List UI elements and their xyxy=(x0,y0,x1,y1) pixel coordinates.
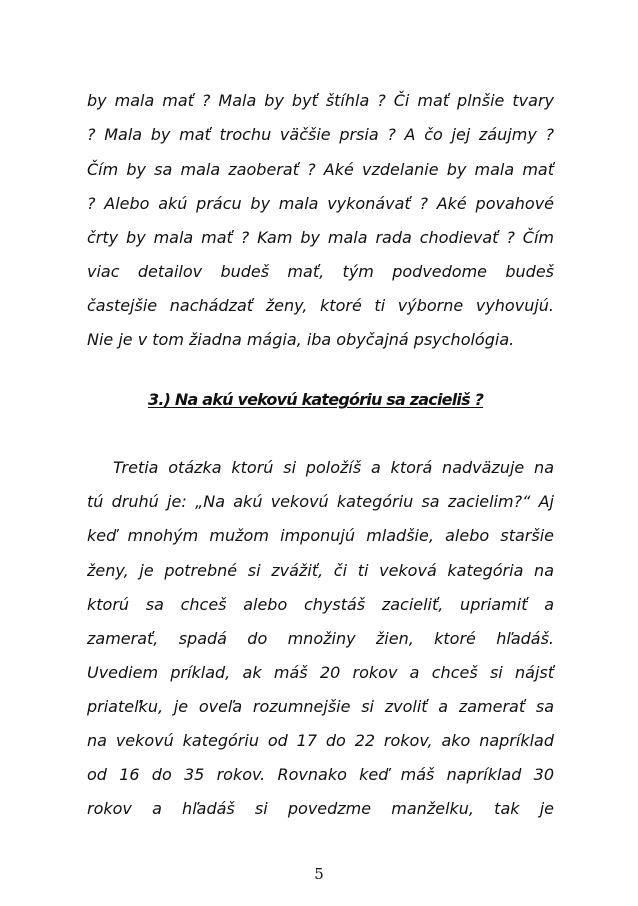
paragraph-1-line: ? Alebo akú prácu by mala vykonávať ? Aké povahové xyxy=(87,194,554,213)
paragraph-2-line: ženy, je potrebné si zvážiť, či ti veková kategória na xyxy=(87,561,554,580)
paragraph-1-line: viac detailov budeš mať, tým podvedome budeš xyxy=(87,262,554,281)
paragraph-2-line: tú druhú je: „Na akú vekovú kategóriu sa zacielim?“ Aj xyxy=(87,492,554,511)
section-heading: 3.) Na akú vekovú kategóriu sa zacieliš ? xyxy=(148,390,484,409)
paragraph-2-line: rokov a hľadáš si povedzme manželku, tak je xyxy=(87,799,554,818)
paragraph-2-line: priateľku, je oveľa rozumnejšie si zvoliť a zamerať sa xyxy=(87,697,554,716)
paragraph-2-line: od 16 do 35 rokov. Rovnako keď máš napríklad 30 xyxy=(87,765,554,784)
paragraph-2-line: keď mnohým mužom imponujú mladšie, alebo staršie xyxy=(87,526,554,545)
paragraph-1-line: ? Mala by mať trochu väčšie prsia ? A čo jej záujmy ? xyxy=(87,125,554,144)
paragraph-2-line: na vekovú kategóriu od 17 do 22 rokov, ako napríklad xyxy=(87,731,554,750)
paragraph-1-line: Čím by sa mala zaoberať ? Aké vzdelanie by mala mať xyxy=(87,160,554,179)
paragraph-1-line: črty by mala mať ? Kam by mala rada chodievať ? Čím xyxy=(87,228,554,247)
page-number: 5 xyxy=(314,865,324,883)
paragraph-2-line: zamerať, spadá do množiny žien, ktoré hľadáš. xyxy=(87,629,554,648)
paragraph-1-line: by mala mať ? Mala by byť štíhla ? Či mať plnšie tvary xyxy=(87,91,554,110)
paragraph-1-line: Nie je v tom žiadna mágia, iba obyčajná psychológia. xyxy=(87,330,515,349)
paragraph-2-line: Tretia otázka ktorú si položíš a ktorá nadväzuje na xyxy=(113,458,554,477)
paragraph-1-line: častejšie nachádzať ženy, ktoré ti výborne vyhovujú. xyxy=(87,296,554,315)
paragraph-2-line: Uvediem príklad, ak máš 20 rokov a chceš si nájsť xyxy=(87,663,554,682)
paragraph-2-line: ktorú sa chceš alebo chystáš zacieliť, upriamiť a xyxy=(87,595,554,614)
